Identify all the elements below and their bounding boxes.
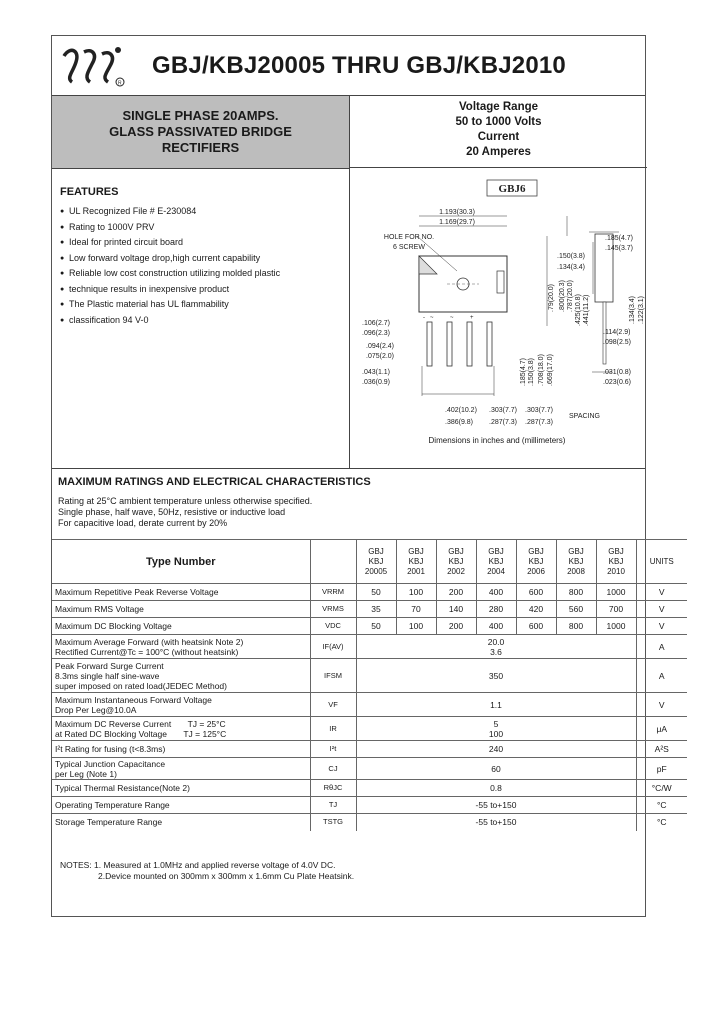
value-cell-merged xyxy=(356,635,636,659)
symbol-cell: IR xyxy=(310,717,356,741)
table-header-row xyxy=(52,540,687,584)
model-name-line: KBJ xyxy=(408,556,424,566)
dim-label: .043(1.1) xyxy=(362,369,391,376)
hole-label: 6 SCREW xyxy=(393,244,425,251)
parameter-line: Maximum DC Reverse Current TJ = 25°C xyxy=(55,718,226,729)
symbol-cell: I²t xyxy=(310,741,356,758)
condition-line: Rating at 25°C ambient temperature unless otherwise specified. xyxy=(58,496,313,506)
value-cell: 600 xyxy=(516,618,556,635)
model-name-line: GBJ xyxy=(608,546,624,556)
parameter-line: Maximum RMS Voltage xyxy=(55,604,144,614)
unit-cell: pF xyxy=(636,758,687,780)
value-line: 100 xyxy=(488,728,504,739)
value-line: 350 xyxy=(488,670,504,681)
table-row xyxy=(52,797,687,814)
dim-label: .303(7.7) xyxy=(489,407,518,414)
spacing-label: SPACING xyxy=(569,413,600,420)
value-cell: 400 xyxy=(476,618,516,635)
model-header-cell xyxy=(436,540,476,584)
value-cell: 200 xyxy=(436,618,476,635)
parameter-cell xyxy=(52,741,310,758)
parameter-line: 8.3ms single half sine-wave xyxy=(55,670,160,681)
model-name-line: 2010 xyxy=(607,566,625,576)
parameter-line: Typical Junction Capacitance xyxy=(55,758,166,769)
table-row xyxy=(52,717,687,741)
model-header-cell xyxy=(396,540,436,584)
dim-label: 1.169(29.7) xyxy=(439,219,475,226)
units-header: UNITS xyxy=(636,540,687,584)
value-cell-merged xyxy=(356,780,636,797)
model-name-line: GBJ xyxy=(528,546,544,556)
model-name-line: KBJ xyxy=(368,556,384,566)
parameter-cell xyxy=(52,758,310,780)
dim-label: .150(3.8) xyxy=(528,357,535,386)
model-header-cell xyxy=(476,540,516,584)
value-cell-merged xyxy=(356,758,636,780)
model-header-cell xyxy=(356,540,396,584)
footnote-1: NOTES: 1. Measured at 1.0MHz and applied reverse voltage of 4.0V DC. xyxy=(60,860,336,870)
unit-cell: A²S xyxy=(636,741,687,758)
package-outline-diagram xyxy=(357,176,645,446)
page-title: GBJ/KBJ20005 THRU GBJ/KBJ2010 xyxy=(152,52,566,79)
model-name-line: 20005 xyxy=(364,566,388,576)
value-cell: 600 xyxy=(516,584,556,601)
value-cell-merged xyxy=(356,717,636,741)
dim-label: .075(2.0) xyxy=(366,353,395,360)
model-header-cell xyxy=(556,540,596,584)
unit-cell: V xyxy=(636,584,687,601)
type-number-header: Type Number xyxy=(52,540,310,584)
value-cell-merged xyxy=(356,797,636,814)
value-line: -55 to+150 xyxy=(475,817,517,828)
unit-cell: V xyxy=(636,693,687,717)
dim-label: .150(3.8) xyxy=(557,253,586,260)
dim-label: .402(10.2) xyxy=(445,407,477,414)
dim-label: .122(3.1) xyxy=(638,295,645,324)
ratings-table xyxy=(52,539,687,831)
diagram-caption: Dimensions in inches and (millimeters) xyxy=(428,436,566,445)
dim-label: .114(2.9) xyxy=(603,329,631,336)
dim-label: .036(0.9) xyxy=(362,379,391,386)
symbol-cell: VRMS xyxy=(310,601,356,618)
symbol-cell: VRRM xyxy=(310,584,356,601)
spec-line-4: 20 Amperes xyxy=(466,146,531,158)
table-row xyxy=(52,635,687,659)
dim-label: .106(2.7) xyxy=(362,320,391,327)
symbol-cell: IFSM xyxy=(310,659,356,693)
specs-box xyxy=(349,96,647,168)
value-line: 20.0 xyxy=(487,636,505,647)
model-name-line: GBJ xyxy=(568,546,584,556)
features-title: FEATURES xyxy=(60,186,119,198)
features-section xyxy=(60,186,345,328)
model-name-line: 2006 xyxy=(527,566,545,576)
unit-cell: A xyxy=(636,659,687,693)
feature-item: ● The Plastic material has UL flammability xyxy=(60,297,345,313)
value-cell-merged xyxy=(356,741,636,758)
feature-item: ● Low forward voltage drop,high current capability xyxy=(60,251,345,267)
value-cell: 400 xyxy=(476,584,516,601)
condition-line: Single phase, half wave, 50Hz, resistive or inductive load xyxy=(58,507,286,517)
parameter-cell xyxy=(52,717,310,741)
dim-label: .303(7.7) xyxy=(525,407,554,414)
value-cell: 200 xyxy=(436,584,476,601)
value-cell: 100 xyxy=(396,618,436,635)
parameter-line: super imposed on rated load(JEDEC Method) xyxy=(55,680,227,691)
model-name-line: KBJ xyxy=(608,556,624,566)
svg-text:~: ~ xyxy=(430,315,434,321)
footnote-2: 2.Device mounted on 300mm x 300mm x 1.6mm Cu Plate Heatsink. xyxy=(98,871,355,881)
dim-label: .096(2.3) xyxy=(362,330,391,337)
model-name-line: GBJ xyxy=(368,546,384,556)
model-name-line: KBJ xyxy=(568,556,584,566)
table-row xyxy=(52,659,687,693)
dim-label: .79(20.0) xyxy=(548,283,555,312)
svg-text:+: + xyxy=(470,315,474,321)
dim-label: .134(3.4) xyxy=(629,295,636,324)
unit-cell: V xyxy=(636,601,687,618)
symbol-header-cell xyxy=(310,540,356,584)
table-row xyxy=(52,758,687,780)
value-cell: 280 xyxy=(476,601,516,618)
svg-text:-: - xyxy=(423,315,425,321)
divider xyxy=(349,168,350,468)
dim-label: .145(3.7) xyxy=(605,245,634,252)
dim-label: .098(2.5) xyxy=(603,339,632,346)
footnotes xyxy=(60,860,354,882)
model-name-line: 2004 xyxy=(487,566,505,576)
unit-cell: μA xyxy=(636,717,687,741)
symbol-cell: VDC xyxy=(310,618,356,635)
value-cell: 1000 xyxy=(596,584,636,601)
dim-label: .800(20.3) xyxy=(559,280,566,312)
value-cell: 800 xyxy=(556,618,596,635)
dim-label: .708(18.0) xyxy=(538,354,545,386)
symbol-cell: TJ xyxy=(310,797,356,814)
symbol-cell: CJ xyxy=(310,758,356,780)
dim-label: .287(7.3) xyxy=(525,419,554,426)
description-line-2: GLASS PASSIVATED BRIDGE xyxy=(109,124,292,139)
spec-line-1: Voltage Range xyxy=(458,101,539,113)
table-row xyxy=(52,584,687,601)
datasheet-page xyxy=(51,35,674,917)
parameter-cell xyxy=(52,693,310,717)
parameter-line: per Leg (Note 1) xyxy=(55,768,117,779)
spec-line-2: 50 to 1000 Volts xyxy=(455,116,542,128)
dim-label: .031(0.8) xyxy=(603,369,632,376)
value-cell: 420 xyxy=(516,601,556,618)
dim-label: .094(2.4) xyxy=(366,343,395,350)
features-list xyxy=(60,204,345,328)
parameter-cell xyxy=(52,618,310,635)
value-cell: 35 xyxy=(356,601,396,618)
table-row xyxy=(52,618,687,635)
unit-cell: °C xyxy=(636,797,687,814)
value-cell: 50 xyxy=(356,584,396,601)
table-row xyxy=(52,814,687,831)
value-line: 1.1 xyxy=(490,699,502,710)
model-name-line: GBJ xyxy=(488,546,504,556)
feature-item-continued: ● classification 94 V-0 xyxy=(60,313,345,329)
unit-cell: °C xyxy=(636,814,687,831)
parameter-line: Peak Forward Surge Current xyxy=(55,660,164,671)
description-line-1: SINGLE PHASE 20AMPS. xyxy=(122,108,279,123)
parameter-line: Maximum Instantaneous Forward Voltage xyxy=(55,694,212,705)
parameter-cell xyxy=(52,780,310,797)
value-cell: 100 xyxy=(396,584,436,601)
parameter-line: Storage Temperature Range xyxy=(55,817,163,828)
model-name-line: 2002 xyxy=(447,566,465,576)
svg-text:~: ~ xyxy=(450,315,454,321)
model-header-cell xyxy=(516,540,556,584)
value-cell: 1000 xyxy=(596,618,636,635)
symbol-cell: RθJC xyxy=(310,780,356,797)
dim-label: 1.193(30.3) xyxy=(439,209,475,216)
model-name-line: 2008 xyxy=(567,566,585,576)
parameter-cell xyxy=(52,814,310,831)
symbol-cell: VF xyxy=(310,693,356,717)
feature-item-continued: ● technique results in inexpensive product xyxy=(60,282,345,298)
dim-label: .669(17.0) xyxy=(547,354,554,386)
dim-label: .287(7.3) xyxy=(489,419,518,426)
dim-label: .185(4.7) xyxy=(605,235,634,242)
model-name-line: GBJ xyxy=(448,546,464,556)
symbol-cell: IF(AV) xyxy=(310,635,356,659)
feature-item: ● Ideal for printed circuit board xyxy=(60,235,345,251)
divider xyxy=(52,468,645,469)
dim-label: .787(20.0) xyxy=(567,280,574,312)
parameter-cell xyxy=(52,659,310,693)
parameter-line: Maximum DC Blocking Voltage xyxy=(55,621,172,631)
package-name: GBJ6 xyxy=(498,183,526,195)
table-row xyxy=(52,741,687,758)
value-cell: 50 xyxy=(356,618,396,635)
value-cell: 800 xyxy=(556,584,596,601)
value-line: 240 xyxy=(488,744,504,754)
value-cell: 70 xyxy=(396,601,436,618)
model-name-line: KBJ xyxy=(448,556,464,566)
parameter-line: Typical Thermal Resistance(Note 2) xyxy=(55,783,190,793)
value-cell: 140 xyxy=(436,601,476,618)
symbol-cell: TSTG xyxy=(310,814,356,831)
table-row xyxy=(52,693,687,717)
value-cell-merged xyxy=(356,814,636,831)
value-cell: 700 xyxy=(596,601,636,618)
value-cell: 560 xyxy=(556,601,596,618)
model-name-line: KBJ xyxy=(488,556,504,566)
value-line: 5 xyxy=(493,718,499,729)
description-line-3: RECTIFIERS xyxy=(161,140,240,155)
value-line: 0.8 xyxy=(490,783,502,793)
value-cell-merged xyxy=(356,693,636,717)
ratings-title: MAXIMUM RATINGS AND ELECTRICAL CHARACTERISTICS xyxy=(58,476,371,488)
parameter-line: I²t Rating for fusing (t<8.3ms) xyxy=(55,744,166,754)
company-logo xyxy=(58,42,128,88)
svg-text:R: R xyxy=(118,80,122,87)
condition-line: For capacitive load, derate current by 20% xyxy=(58,518,228,528)
table-row xyxy=(52,601,687,618)
model-name-line: GBJ xyxy=(408,546,424,556)
dim-label: .023(0.6) xyxy=(603,379,632,386)
unit-cell: V xyxy=(636,618,687,635)
spec-line-3: Current xyxy=(477,131,520,143)
rating-conditions xyxy=(58,496,312,529)
table-row xyxy=(52,780,687,797)
feature-item: ● Reliable low cost construction utilizing molded plastic xyxy=(60,266,345,282)
model-header-cell xyxy=(596,540,636,584)
parameter-line: Maximum Average Forward (with heatsink Note 2) xyxy=(55,636,244,647)
value-line: -55 to+150 xyxy=(475,800,517,810)
parameter-line: Drop Per Leg@10.0A xyxy=(55,704,137,715)
dim-label: .134(3.4) xyxy=(557,264,586,271)
dim-label: .425(10.8) xyxy=(575,294,582,326)
package-leads xyxy=(427,322,492,366)
parameter-cell xyxy=(52,797,310,814)
dim-label: .185(4.7) xyxy=(520,357,527,386)
unit-cell: A xyxy=(636,635,687,659)
hole-label: HOLE FOR NO. xyxy=(383,234,435,241)
dim-label: .386(9.8) xyxy=(445,419,474,426)
value-cell-merged xyxy=(356,659,636,693)
feature-item: ● Rating to 1000V PRV xyxy=(60,220,345,236)
product-description-box xyxy=(52,96,349,169)
parameter-line: at Rated DC Blocking Voltage TJ = 125°C xyxy=(55,728,227,739)
value-line: 60 xyxy=(491,763,501,774)
model-name-line: 2001 xyxy=(407,566,425,576)
value-line: 3.6 xyxy=(490,646,502,657)
parameter-cell xyxy=(52,635,310,659)
parameter-line: Maximum Repetitive Peak Reverse Voltage xyxy=(55,587,219,597)
parameter-cell xyxy=(52,584,310,601)
parameter-cell xyxy=(52,601,310,618)
parameter-line: Rectified Current@Tc = 100°C (without heatsink) xyxy=(55,646,239,657)
model-name-line: KBJ xyxy=(528,556,544,566)
dim-label: .441(11.2) xyxy=(583,294,590,326)
feature-item: ● UL Recognized File # E-230084 xyxy=(60,204,345,220)
parameter-line: Operating Temperature Range xyxy=(55,800,170,810)
unit-cell: °C/W xyxy=(636,780,687,797)
